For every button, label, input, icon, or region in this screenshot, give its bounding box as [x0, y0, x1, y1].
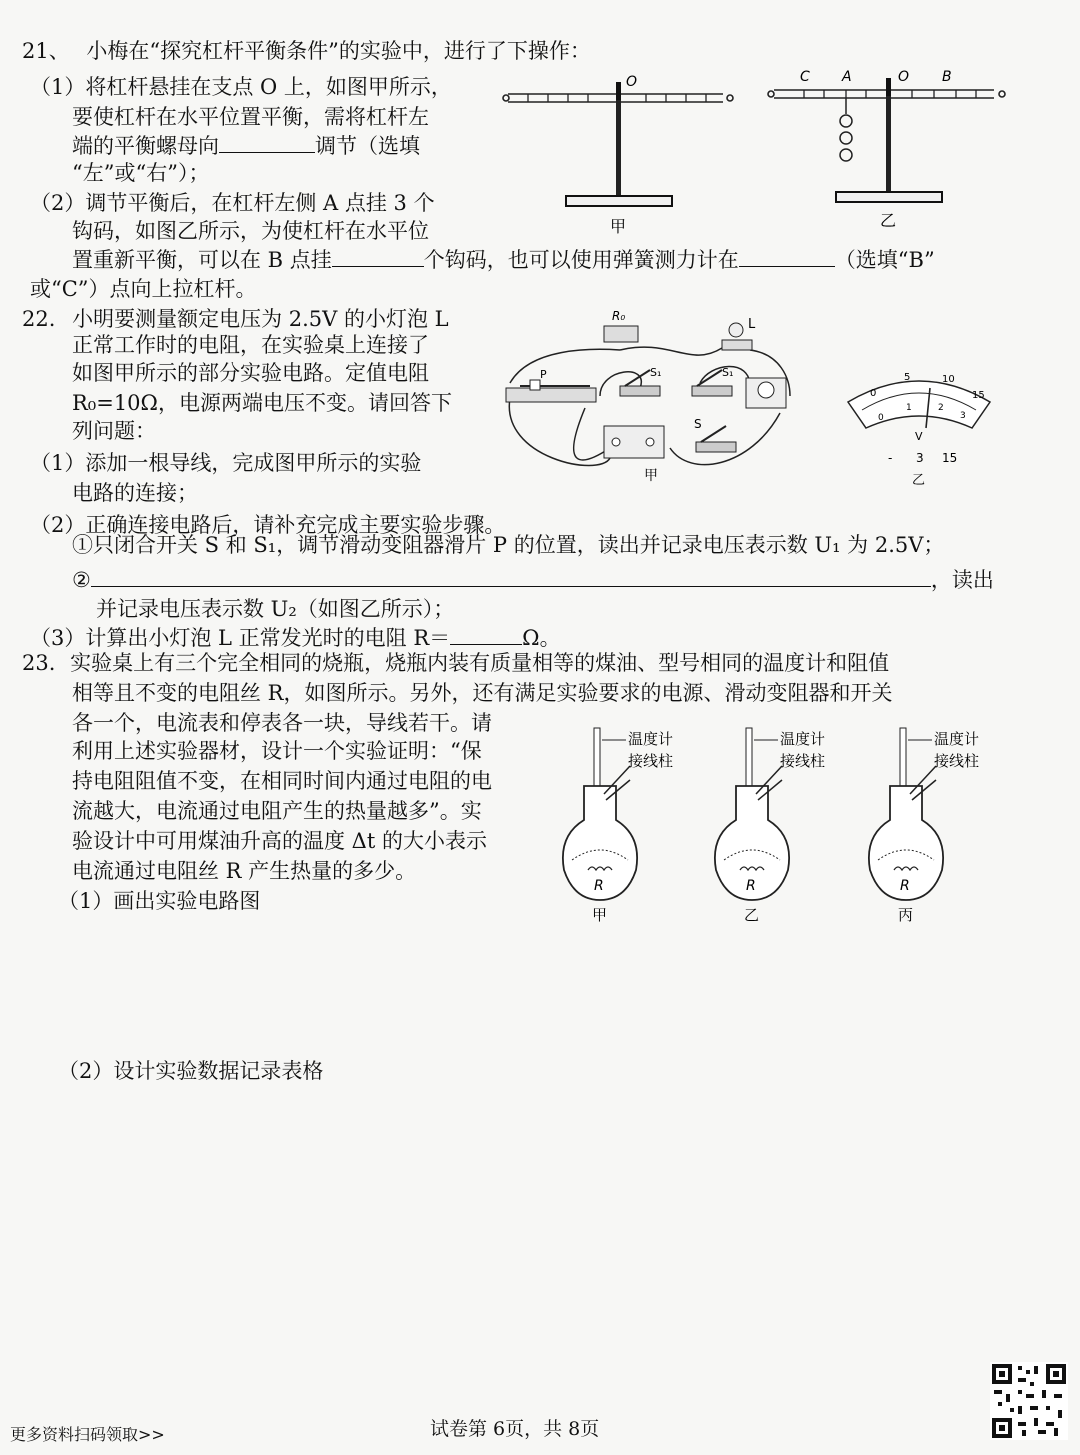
q21-p1-text-a: 端的平衡螺母向	[72, 134, 219, 158]
meter-unit: V	[915, 430, 923, 443]
caption-flask: 甲	[592, 906, 608, 924]
flask-figure-bing	[866, 720, 1006, 930]
label-R: R	[900, 878, 910, 894]
q21-answer-blank-1[interactable]	[219, 130, 315, 153]
q22-text-1: 小明要测量额定电压为 2.5V 的小灯泡 L	[72, 307, 449, 331]
q22-line5: 列问题：	[72, 419, 156, 443]
circuit-figure-jia	[500, 308, 810, 488]
label-S1b: S₁	[722, 366, 734, 379]
q22-step2-end: ，读出	[930, 568, 994, 592]
q21-p2-line1: （2）调节平衡后，在杠杆左侧 A 点挂 3 个	[30, 191, 435, 215]
q23-line6: 流越大，电流通过电阻产生的热量越多”。实	[72, 799, 482, 823]
inner-tick-1: 1	[906, 403, 912, 413]
q23-text-1: 实验桌上有三个完全相同的烧瓶，烧瓶内装有质量相等的煤油、型号相同的温度计和阻值	[70, 651, 890, 675]
q22-line2: 正常工作时的电阻，在实验桌上连接了	[72, 333, 429, 357]
terminal-3: 3	[916, 451, 924, 465]
caption-jia: 甲	[610, 217, 627, 236]
q23-p1: （1）画出实验电路图	[58, 889, 261, 913]
label-S: S	[694, 417, 702, 431]
label-terminal: 接线柱	[780, 752, 826, 770]
bulb-L	[729, 323, 743, 337]
q23-line8: 电流通过电阻丝 R 产生热量的多少。	[72, 859, 417, 883]
q22-step2-line	[72, 564, 994, 595]
q22-number: 22.	[22, 307, 56, 331]
q22-step2-line2: 并记录电压表示数 U₂（如图乙所示）；	[96, 597, 455, 621]
rheostat	[506, 388, 596, 402]
q22-p2: （2）正确连接电路后，请补充完成主要实验步骤。	[30, 513, 506, 537]
flask-figure-yi	[712, 720, 852, 930]
q23-number: 23.	[22, 651, 56, 675]
caption-yi: 乙	[880, 211, 897, 230]
q21-p1-line1: （1）将杠杆悬挂在支点 O 上，如图甲所示，	[30, 75, 452, 99]
caption-flask: 乙	[744, 906, 760, 924]
label-A: A	[842, 69, 852, 85]
label-C: C	[800, 69, 810, 85]
q21-p2-line2: 钩码，如图乙所示，为使杠杆在水平位	[72, 219, 429, 243]
q22-line3: 如图甲所示的部分实验电路。定值电阻	[72, 361, 429, 385]
label-B: B	[942, 69, 952, 85]
q23-line7: 验设计中可用煤油升高的温度 Δt 的大小表示	[72, 829, 487, 853]
q22-p1-line1: （1）添加一根导线，完成图甲所示的实验	[30, 451, 422, 475]
q21-number: 21、	[22, 39, 70, 63]
q21-p1-line3	[72, 130, 420, 161]
q21-title: 小梅在“探究杠杆平衡条件”的实验中，进行了下操作：	[86, 39, 591, 63]
q21-p1-text-b: 调节（选填	[315, 134, 420, 158]
q23-line5: 持电阻阻值不变，在相同时间内通过电阻的电	[72, 769, 492, 793]
caption-circuit-jia: 甲	[644, 468, 658, 484]
q21-p1-line4: “左”或“右”）；	[72, 161, 210, 185]
q22-line4: R₀=10Ω，电源两端电压不变。请回答下	[72, 391, 452, 415]
tick-5: 5	[904, 372, 911, 383]
voltmeter-figure-yi	[844, 364, 994, 494]
q23-line1	[22, 648, 889, 678]
tick-15: 15	[972, 390, 985, 401]
q23-line2: 相等且不变的电阻丝 R，如图所示。另外，还有满足实验要求的电源、滑动变阻器和开关	[72, 681, 893, 705]
resistor-R0	[604, 326, 638, 342]
hooked-weights	[840, 98, 852, 161]
q22-p3-text: （3）计算出小灯泡 L 正常发光时的电阻 R＝	[30, 626, 451, 650]
q21-p1-line2: 要使杠杆在水平位置平衡，需将杠杆左	[72, 105, 429, 129]
q21-answer-blank-2[interactable]	[332, 244, 424, 267]
terminal-minus: -	[888, 451, 893, 465]
q22-p3-unit: Ω。	[522, 626, 561, 650]
q21-p2-text-a: 置重新平衡，可以在 B 点挂	[72, 248, 332, 272]
label-S1a: S₁	[650, 366, 662, 379]
label-R0: R₀	[612, 309, 626, 323]
q21-answer-blank-3[interactable]	[739, 244, 835, 267]
q23-line4: 利用上述实验器材，设计一个实验证明：“保	[72, 739, 482, 763]
lever-figure-yi	[762, 66, 1022, 236]
label-R: R	[746, 878, 756, 894]
label-thermometer: 温度计	[934, 730, 980, 748]
caption-meter-yi: 乙	[912, 473, 926, 488]
stand-base-jia	[566, 196, 672, 206]
inner-tick-2: 2	[938, 403, 944, 413]
q21-title-line	[22, 36, 591, 66]
q22-p1-line2: 电路的连接；	[72, 481, 198, 505]
footer-page-number: 试卷第 6页，共 8页	[430, 1418, 600, 1440]
footer-more-resources-link[interactable]: 更多资料扫码领取>>	[10, 1425, 165, 1444]
terminal-15: 15	[942, 451, 958, 465]
label-thermometer: 温度计	[780, 730, 826, 748]
label-R: R	[594, 878, 604, 894]
q22-step1: ①只闭合开关 S 和 S₁，调节滑动变阻器滑片 P 的位置，读出并记录电压表示数 U₁ 为 2.5V；	[72, 533, 945, 557]
flask-figure-jia	[560, 720, 700, 930]
q23-p2: （2）设计实验数据记录表格	[58, 1059, 324, 1083]
label-terminal: 接线柱	[628, 752, 674, 770]
label-P: P	[540, 368, 547, 381]
stand-pole-yi	[886, 96, 891, 196]
inner-tick-0: 0	[878, 413, 884, 423]
q23-line3: 各一个，电流表和停表各一块，导线若干。请	[72, 711, 492, 735]
q22-step2-mark: ②	[72, 568, 91, 592]
q21-p2-text-c: （选填“B”	[834, 248, 935, 272]
stand-base-yi	[836, 192, 942, 202]
label-L: L	[748, 317, 756, 332]
q21-p2-text-b: 个钩码，也可以使用弹簧测力计在	[423, 248, 739, 272]
label-O-yi: O	[898, 69, 910, 85]
label-O-jia: O	[626, 74, 638, 90]
qr-code[interactable]	[990, 1362, 1068, 1440]
label-thermometer: 温度计	[628, 730, 674, 748]
switch-S	[696, 426, 736, 452]
tick-0: 0	[870, 388, 877, 399]
slider-P	[530, 380, 540, 390]
q22-step2-blank[interactable]	[91, 564, 931, 587]
lever-figure-jia	[498, 70, 748, 240]
q21-p2-line4: 或“C”）点向上拉杠杆。	[30, 277, 257, 301]
label-terminal: 接线柱	[934, 752, 980, 770]
inner-tick-3: 3	[960, 411, 966, 421]
q21-p2-line3	[72, 244, 935, 275]
stand-pole-jia	[616, 100, 621, 200]
tick-10: 10	[942, 374, 955, 385]
q22-p3-blank[interactable]	[450, 622, 522, 645]
caption-flask: 丙	[898, 906, 914, 924]
